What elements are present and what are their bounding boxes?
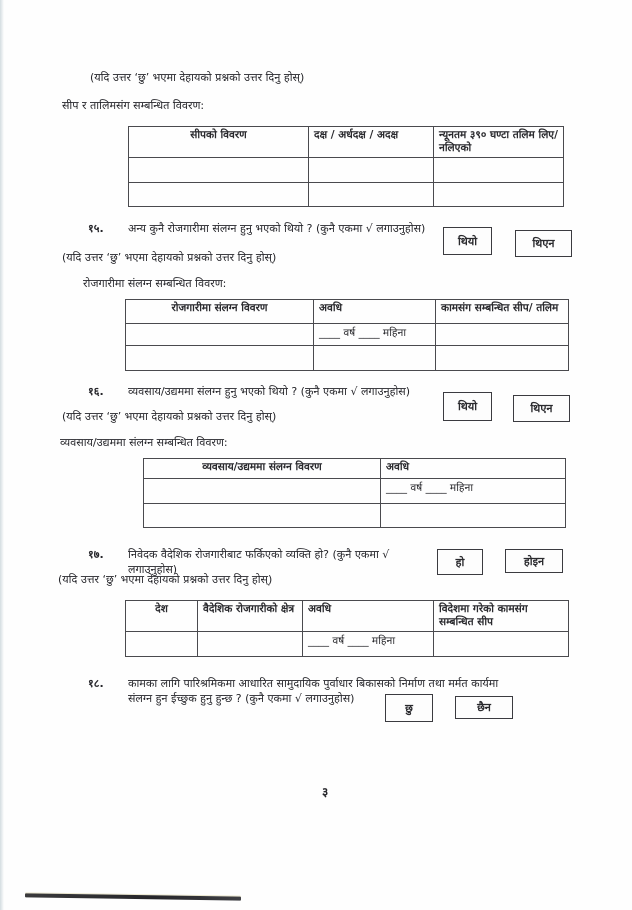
table-header-business-detail: व्यवसाय/उद्यममा संलग्न विवरण — [144, 459, 381, 479]
table-row — [126, 632, 569, 657]
q18-option-chhaina-box[interactable]: छैन — [455, 696, 513, 719]
scan-artifact-bar — [25, 893, 241, 900]
duration-blank-cell: ____ वर्ष ____ महिना — [314, 324, 436, 346]
table-row — [126, 346, 569, 371]
foreign-employment-table — [125, 600, 569, 657]
conditional-note-q15: (यदि उत्तर ‘छु’ भएमा देहायको प्रश्नको उत्तर दिनु होस्) — [62, 251, 277, 264]
table-cell — [126, 324, 314, 346]
q16-option-thiena-box[interactable]: थिएन — [513, 395, 570, 422]
table-row — [144, 479, 566, 504]
table-header-row — [126, 601, 569, 632]
table-header-related-skill: कामसंग सम्बन्धित सीप/ तलिम — [436, 300, 569, 324]
table-cell — [434, 632, 569, 657]
table-cell — [198, 632, 303, 657]
employment-table — [125, 299, 569, 371]
question-15-text: अन्य कुनै रोजगारीमा संलग्न हुनु भएको थियो ? (कुनै एकमा √ लगाउनुहोस) — [128, 222, 426, 235]
table-header-duration: अवधि — [314, 300, 436, 324]
q15-option-thiyo-box[interactable]: थियो — [443, 227, 492, 255]
table-header-row — [129, 127, 564, 158]
table-row — [129, 158, 564, 183]
q15-table-intro: रोजगारीमा संलग्न सम्बन्धित विवरण: — [83, 277, 227, 290]
table-header-row — [126, 300, 569, 324]
question-17-number: १७. — [88, 548, 104, 561]
question-15-number: १५. — [88, 222, 104, 235]
q17-option-ho-box[interactable]: हो — [437, 549, 483, 575]
table-header-duration: अवधि — [303, 601, 434, 632]
table-header-foreign-skill: विदेशमा गरेको कामसंग सम्बन्धित सीप — [434, 601, 569, 632]
conditional-note-q17: (यदि उत्तर ‘छु’ भएमा देहायको प्रश्नको उत्तर दिनु होस्) — [58, 573, 273, 586]
table-cell — [314, 346, 436, 371]
table-cell — [129, 158, 309, 183]
question-16-text: व्यवसाय/उद्यममा संलग्न हुनु भएको थियो ? (कुनै एकमा √ लगाउनुहोस) — [128, 385, 411, 398]
table-header-skill-detail: सीपको विवरण — [129, 127, 309, 158]
table-header-employment-detail: रोजगारीमा संलग्न विवरण — [126, 300, 314, 324]
table-header-country: देश — [126, 601, 198, 632]
table-header-row — [144, 459, 566, 479]
table-cell — [309, 158, 434, 183]
table-cell — [129, 183, 309, 207]
table-cell — [436, 324, 569, 346]
table-cell — [381, 504, 566, 528]
question-16-number: १६. — [88, 385, 104, 398]
table-cell — [144, 479, 381, 504]
question-18-text: कामका लागि पारिश्रमिकमा आधारित सामुदायिक पुर्वाधार बिकासको निर्माण तथा मर्मत कार्यमा संलग्न हुन ईच्छुक हुनु हुन्छ ? (कुनै एकमा √ लगाउनुहोस) — [128, 677, 499, 705]
table-row — [129, 183, 564, 207]
table-header-foreign-sector: वैदेशिक रोजगारीको क्षेत्र — [198, 601, 303, 632]
table-cell — [144, 504, 381, 528]
conditional-note-top: (यदि उत्तर ‘छु’ भएमा देहायको प्रश्नको उत्तर दिनु होस्) — [90, 71, 305, 84]
scan-edge-artifact — [0, 0, 4, 910]
table-cell — [434, 183, 564, 207]
table-cell — [126, 346, 314, 371]
duration-blank-cell: ____ वर्ष ____ महिना — [381, 479, 566, 504]
q15-option-thiena-box[interactable]: थिएन — [515, 230, 572, 257]
table-cell — [309, 183, 434, 207]
q16-table-intro: व्यवसाय/उद्यममा संलग्न सम्बन्धित विवरण: — [60, 436, 228, 449]
page-number: ३ — [322, 785, 329, 799]
duration-blank-cell: ____ वर्ष ____ महिना — [303, 632, 434, 657]
table-cell — [434, 158, 564, 183]
question-18-number: १८. — [88, 677, 104, 690]
table-row — [144, 504, 566, 528]
q16-option-thiyo-box[interactable]: थियो — [443, 392, 492, 421]
table-header-training-hours: न्यूनतम ३९० घण्टा तलिम लिए/नलिएको — [434, 127, 564, 158]
q17-option-hoina-box[interactable]: होइन — [505, 549, 563, 573]
table-header-duration: अवधि — [381, 459, 566, 479]
table-header-skill-level: दक्ष / अर्धदक्ष / अदक्ष — [309, 127, 434, 158]
conditional-note-q16: (यदि उत्तर ‘छु’ भएमा देहायको प्रश्नको उत्तर दिनु होस्) — [62, 410, 277, 423]
table-row — [126, 324, 569, 346]
skill-table — [128, 126, 564, 207]
question-17-text: निवेदक वैदेशिक रोजगारीबाट फर्किएको व्यक्ति हो? (कुनै एकमा √ लगाउनुहोस) — [128, 548, 390, 576]
table-cell — [436, 346, 569, 371]
skill-section-title: सीप र तालिमसंग सम्बन्धित विवरण: — [62, 99, 205, 112]
business-table — [143, 458, 566, 528]
q18-option-chhu-box[interactable]: छु — [385, 694, 433, 722]
table-cell — [126, 632, 198, 657]
